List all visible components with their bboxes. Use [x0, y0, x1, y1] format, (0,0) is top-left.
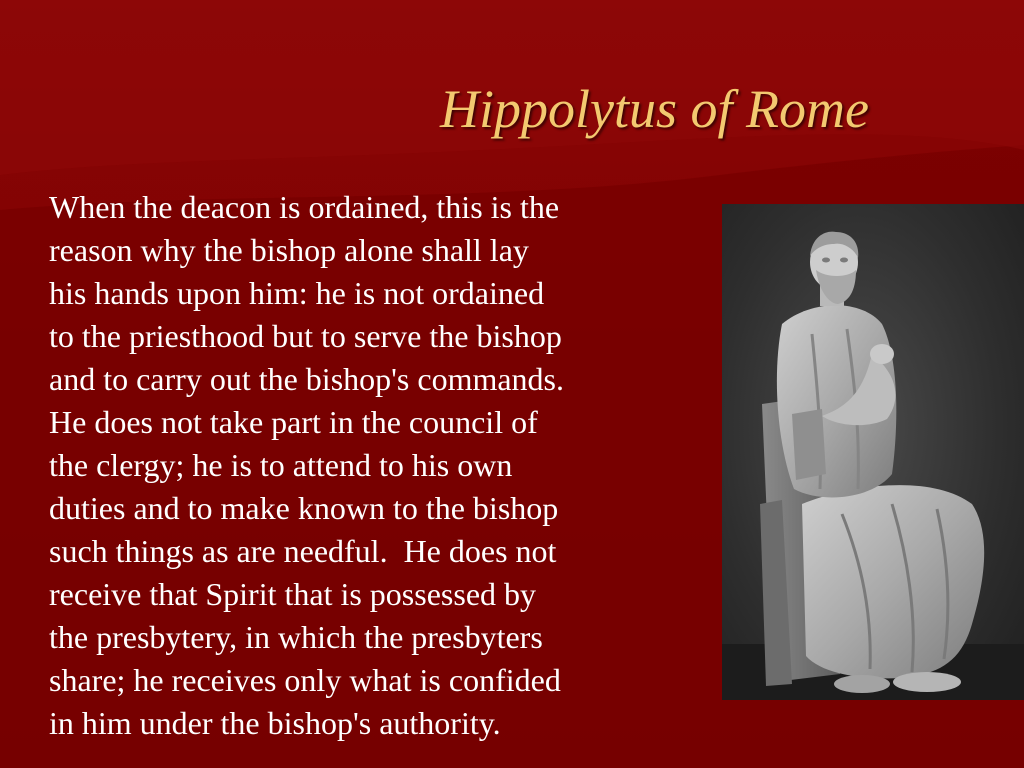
body-line: the clergy; he is to attend to his own	[49, 447, 513, 483]
body-line: reason why the bishop alone shall lay	[49, 232, 529, 268]
statue-photo	[722, 204, 1024, 700]
body-line: and to carry out the bishop's commands.	[49, 361, 564, 397]
seated-statue-illustration	[722, 204, 1024, 700]
body-line: such things as are needful. He does not	[49, 533, 557, 569]
body-line: the presbytery, in which the presbyters	[49, 619, 543, 655]
body-line: receive that Spirit that is possessed by	[49, 576, 537, 612]
body-line: When the deacon is ordained, this is the	[49, 189, 560, 225]
body-line: duties and to make known to the bishop	[49, 490, 559, 526]
slide-body-text	[49, 186, 709, 745]
body-line: to the priesthood but to serve the bishop	[49, 318, 562, 354]
body-line: He does not take part in the council of	[49, 404, 538, 440]
body-line: his hands upon him: he is not ordained	[49, 275, 545, 311]
slide-title: Hippolytus of Rome	[440, 79, 869, 139]
body-line: in him under the bishop's authority.	[49, 705, 501, 741]
body-line: share; he receives only what is confided	[49, 662, 561, 698]
